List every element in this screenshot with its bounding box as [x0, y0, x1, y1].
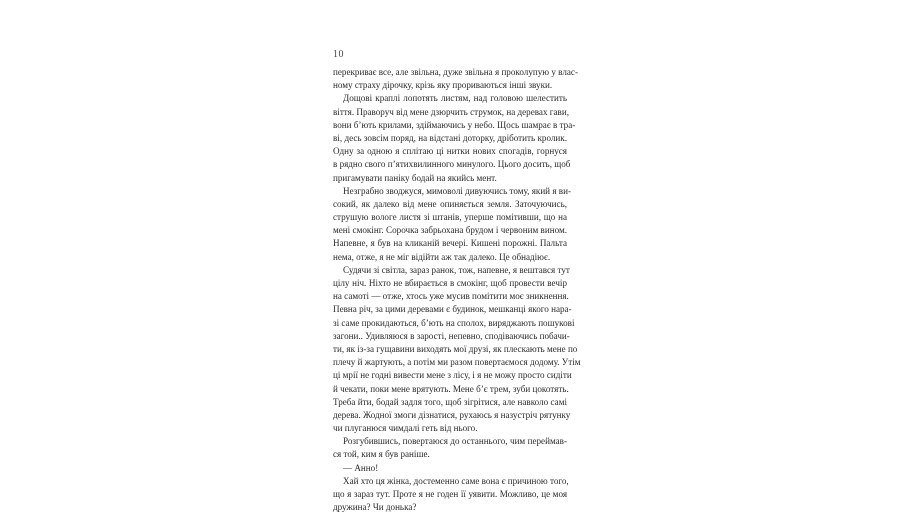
text-line: Незграбно зводжуся, мимоволі дивуючись тому, який я ви-: [343, 185, 571, 196]
book-text: [333, 66, 581, 514]
text-line: Судячи зі світла, зараз ранок, тож, напевне, я вештався тут: [343, 264, 570, 275]
text-line: вони б’ють крилами, здіймаючись у небо. Щось шамрає в тра-: [333, 119, 576, 130]
text-line: Дощові краплі лопотять листям, над головою шелестить: [343, 93, 567, 104]
text-line: чи плуганюся чимдалі геть від нього.: [333, 423, 478, 434]
text-line: й чекати, поки мене врятують. Мене б’є трем, зуби цокотять.: [333, 383, 569, 394]
text-line: дерева. Жодної змоги дізнатися, рухаюсь я назустріч рятунку: [333, 409, 571, 420]
text-line: пригамувати паніку бодай на якийсь мент.: [333, 172, 497, 183]
text-line: ти, як із-за гущавини виходять мої друзі, як плескають мене по: [333, 343, 578, 354]
text-line: плечу й жартують, а потім ми разом повертаємося додому. Утім: [333, 357, 581, 368]
page-number: 10: [333, 49, 344, 60]
text-line: на самоті — отже, хтось уже мусив помітити моє зникнення.: [333, 291, 569, 302]
text-line: ці мрії не годні вивести мене з лісу, і я не можу просто сидіти: [333, 370, 572, 381]
text-line: цілу ніч. Ніхто не вбирається в смокінг, щоб провести вечір: [333, 278, 567, 288]
text-line: Певна річ, за цими деревами є будинок, мешканці якого нара-: [333, 304, 572, 315]
text-line: мені смокінг. Сорочка забрьохана брудом і червоним вином.: [333, 225, 567, 236]
text-line: Розгубившись, повертаюся до останнього, чим переймав-: [343, 436, 567, 447]
text-line: ному страху дірочку, крізь яку прориваються інші звуки.: [333, 80, 553, 91]
text-line: ві, десь зовсім поряд, на відстані доторку, дріботить кролик.: [333, 132, 567, 143]
text-line: нема, отже, я не міг відійти аж так далеко. Це обнадіює.: [333, 251, 551, 262]
text-line: ся той, ким я був раніше.: [333, 449, 430, 460]
text-line: — Анно!: [343, 462, 379, 473]
text-line: в рядно свого п’ятихвилинного минулого. Цього досить, щоб: [333, 159, 571, 170]
text-line: Одну за одною я сплітаю ці нитки нових спогадів, горнуся: [333, 146, 567, 157]
text-line: дружина? Чи донька?: [333, 502, 417, 513]
text-line: сокий, як далеко від мене опиняється земля. Заточуючись,: [333, 198, 567, 209]
text-line: перекриває все, але звільна, дуже звільна я проколупую у влас-: [333, 67, 578, 77]
text-line: що я зараз тут. Проте я не годен її уявити. Можливо, це моя: [333, 489, 567, 499]
text-line: віття. Праворуч від мене дзюрчить струмок, на деревах гави,: [333, 106, 569, 117]
text-line: загони.. Удивляюся в зарості, непевно, сподіваючись побачи-: [333, 330, 570, 341]
text-line: Хай хто ця жінка, достеменно саме вона є причиною того,: [343, 475, 569, 486]
text-line: Напевне, я був на кликаній вечері. Кишені порожні. Пальта: [333, 238, 567, 249]
text-line: Треба йти, бодай задля того, щоб зігрітися, але навколо самі: [333, 396, 567, 407]
text-line: струшую вологе листя зі штанів, уперше помітивши, що на: [333, 212, 567, 223]
text-line: зі саме прокидаються, б’ють на сполох, виряджають пошукові: [333, 317, 575, 328]
